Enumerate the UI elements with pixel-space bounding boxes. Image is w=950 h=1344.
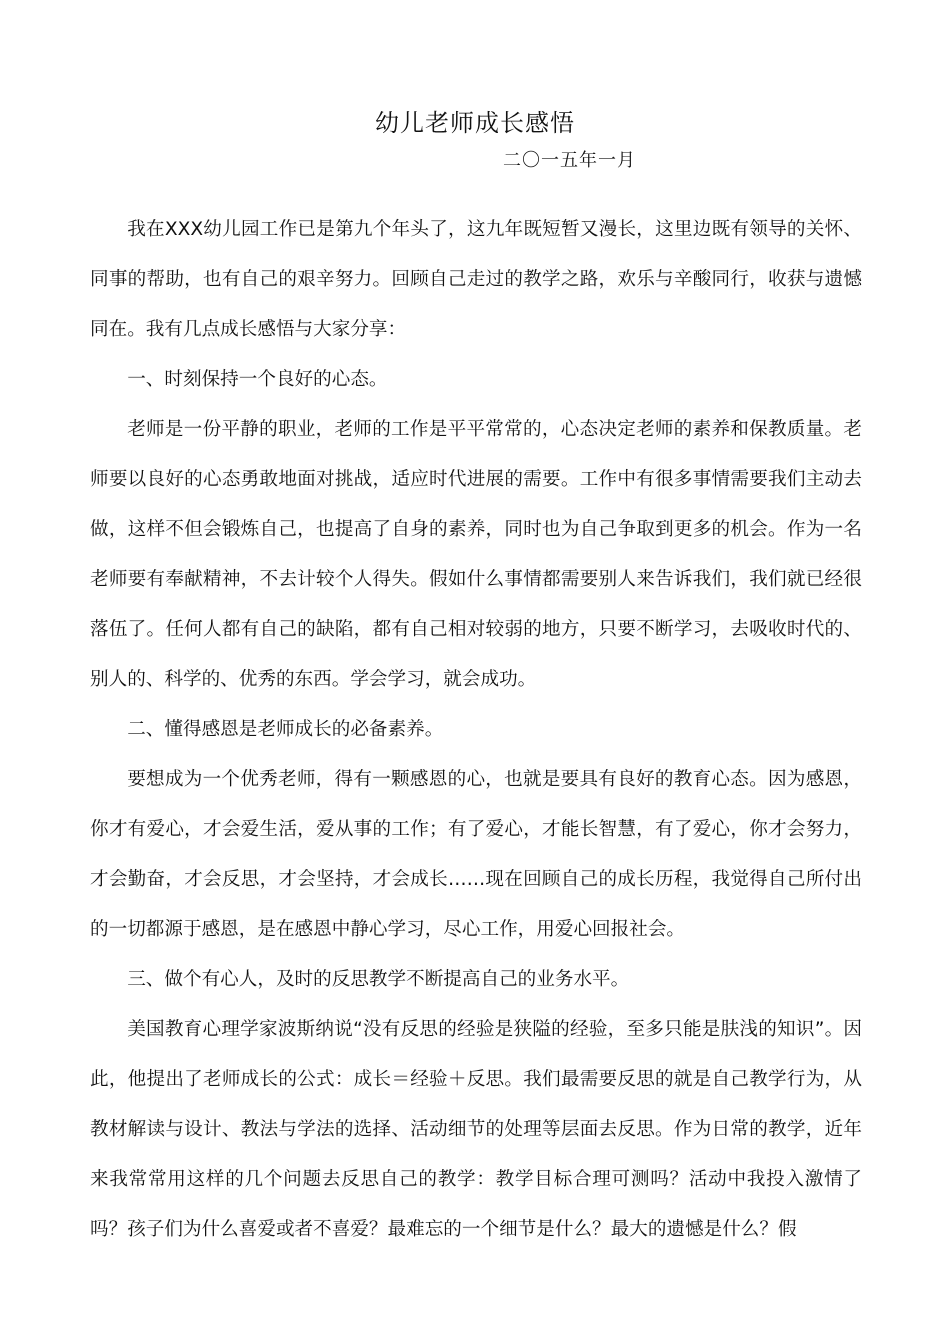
document-body [90, 205, 862, 1255]
paragraph-intro: 我在XXX幼儿园工作已是第九个年头了，这九年既短暂又漫长，这里边既有领导的关怀、同事的帮助，也有自己的艰辛努力。回顾自己走过的教学之路，欢乐与辛酸同行，收获与遗憾同在。我有几点成长感悟与大家分享： [90, 219, 862, 340]
section-heading-1: 一、时刻保持一个良好的心态。 [127, 369, 388, 390]
section-heading-3: 三、做个有心人，及时的反思教学不断提高自己的业务水平。 [127, 969, 630, 990]
paragraph-section-3: 美国教育心理学家波斯纳说“没有反思的经验是狭隘的经验，至多只能是肤浅的知识”。因此，他提出了老师成长的公式：成长＝经验＋反思。我们最需要反思的就是自己教学行为，从教材解读与设计、教法与学法的选择、活动细节的处理等层面去反思。作为日常的教学，近年来我常常用这样的几个问题去反思自己的教学：教学目标合理可测吗？活动中我投入激情了吗？孩子们为什么喜爱或者不喜爱？最难忘的一个细节是什么？最大的遗憾是什么？假 [90, 1019, 862, 1240]
paragraph-section-1: 老师是一份平静的职业，老师的工作是平平常常的，心态决定老师的素养和保教质量。老师要以良好的心态勇敢地面对挑战，适应时代进展的需要。工作中有很多事情需要我们主动去做，这样不但会锻炼自己，也提高了自身的素养，同时也为自己争取到更多的机会。作为一名老师要有奉献精神，不去计较个人得失。假如什么事情都需要别人来告诉我们，我们就已经很落伍了。任何人都有自己的缺陷，都有自己相对较弱的地方，只要不断学习，去吸收时代的、别人的、科学的、优秀的东西。学会学习，就会成功。 [90, 419, 862, 690]
document-title: 幼儿老师成长感悟 [375, 109, 575, 137]
section-heading-2: 二、懂得感恩是老师成长的必备素养。 [127, 719, 444, 740]
paragraph-section-2: 要想成为一个优秀老师，得有一颗感恩的心，也就是要具有良好的教育心态。因为感恩，你才有爱心，才会爱生活，爱从事的工作；有了爱心，才能长智慧，有了爱心，你才会努力，才会勤奋，才会反思，才会坚持，才会成长……现在回顾自己的成长历程，我觉得自己所付出的一切都源于感恩，是在感恩中静心学习，尽心工作，用爱心回报社会。 [90, 769, 862, 940]
document-date: 二〇一五年一月 [503, 150, 636, 171]
